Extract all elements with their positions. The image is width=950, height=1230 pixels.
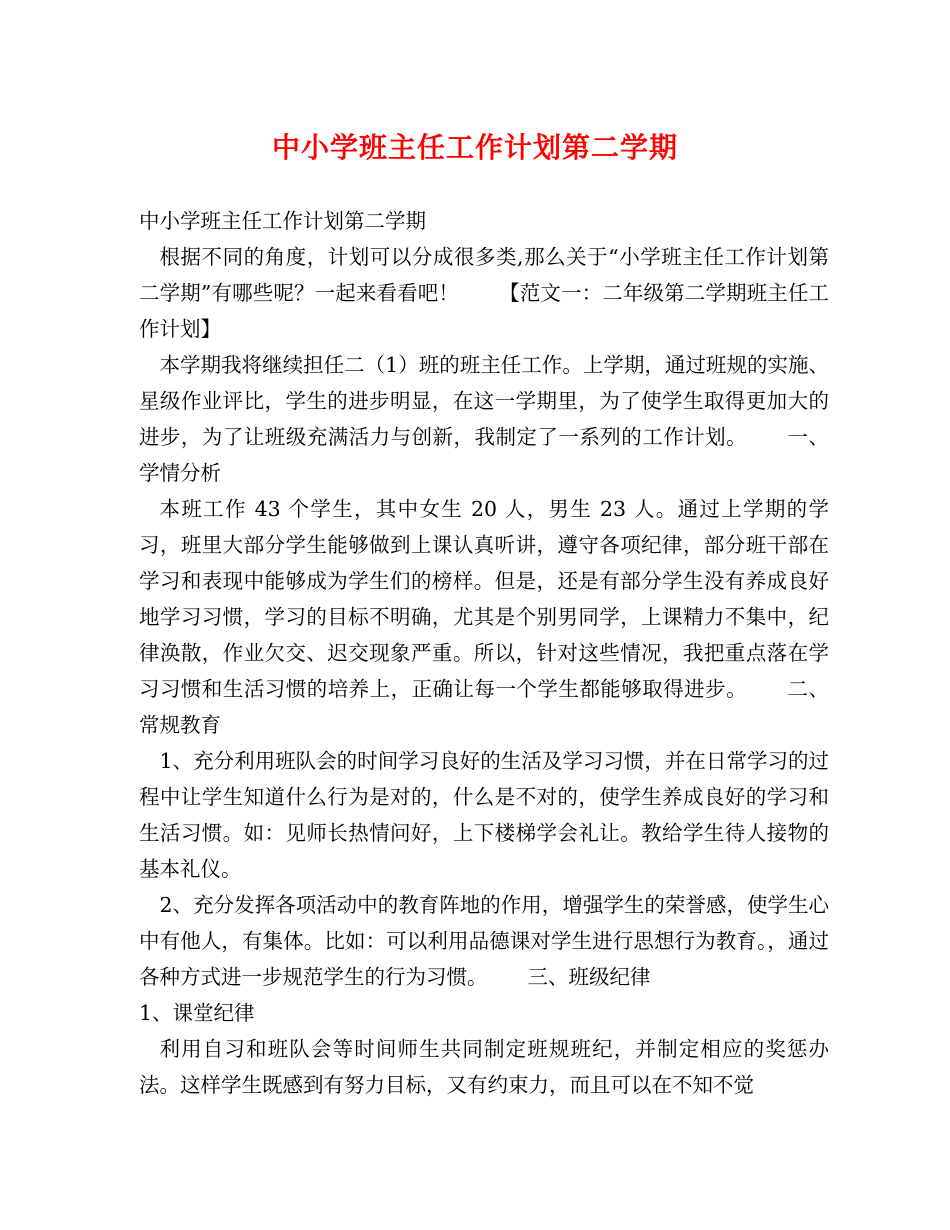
paragraph-overview	[139, 347, 829, 491]
paragraph-text: 1、课堂纪律	[139, 1001, 255, 1025]
paragraph-text: 2、充分发挥各项活动中的教育阵地的作用，增强学生的荣誉感，使学生心中有他人，有集体。比如：可以利用品德课对学生进行思想行为教育。，通过各种方式进一步规范学生的行为习惯。	[139, 893, 829, 989]
paragraph-routine-1	[139, 743, 829, 887]
paragraph-text: 利用自习和班队会等时间师生共同制定班规班纪，并制定相应的奖惩办法。这样学生既感到有努力目标，又有约束力，而且可以在不知不觉	[139, 1037, 829, 1097]
document-body	[139, 203, 829, 1103]
paragraph-routine-2	[139, 887, 829, 995]
paragraph-analysis	[139, 491, 829, 743]
section-heading: 一、学情分析	[139, 425, 829, 485]
paragraph-discipline	[139, 1031, 829, 1103]
paragraph-intro	[139, 239, 829, 347]
paragraph-text: 根据不同的角度，计划可以分成很多类,那么关于“小学班主任工作计划第二学期”有哪些呢？一起来看看吧！	[139, 245, 829, 305]
section-heading: 二、常规教育	[139, 677, 829, 737]
document-title: 中小学班主任工作计划第二学期	[271, 131, 678, 164]
paragraph-subheading	[139, 995, 829, 1031]
paragraph-subheading: 【范文一：二年级第二学期班主任工作计划】	[139, 281, 830, 341]
paragraph-text: 本班工作 43 个学生，其中女生 20 人，男生 23 人。通过上学期的学习，班里大部分学生能够做到上课认真听讲，遵守各项纪律，部分班干部在学习和表现中能够成为学生们的榜样。但是，还是有部分学生没有养成良好地学习习惯，学习的目标不明确，尤其是个别男同学，上课精力不集中，纪律涣散，作业欠交、迟交现象严重。所以，针对这些情况，我把重点落在学习习惯和生活习惯的培养上，正确让每一个学生都能够取得进步。	[139, 497, 829, 701]
paragraph-text: 中小学班主任工作计划第二学期	[139, 209, 426, 233]
section-heading: 三、班级纪律	[527, 965, 651, 989]
paragraph-heading	[139, 203, 829, 239]
paragraph-text: 本学期我将继续担任二（1）班的班主任工作。上学期，通过班规的实施、星级作业评比，学生的进步明显，在这一学期里，为了使学生取得更加大的进步，为了让班级充满活力与创新，我制定了一系列的工作计划。	[139, 353, 829, 449]
paragraph-text: 1、充分利用班队会的时间学习良好的生活及学习习惯，并在日常学习的过程中让学生知道什么行为是对的，什么是不对的，使学生养成良好的学习和生活习惯。如：见师长热情问好，上下楼梯学会礼让。教给学生待人接物的基本礼仪。	[139, 749, 829, 881]
